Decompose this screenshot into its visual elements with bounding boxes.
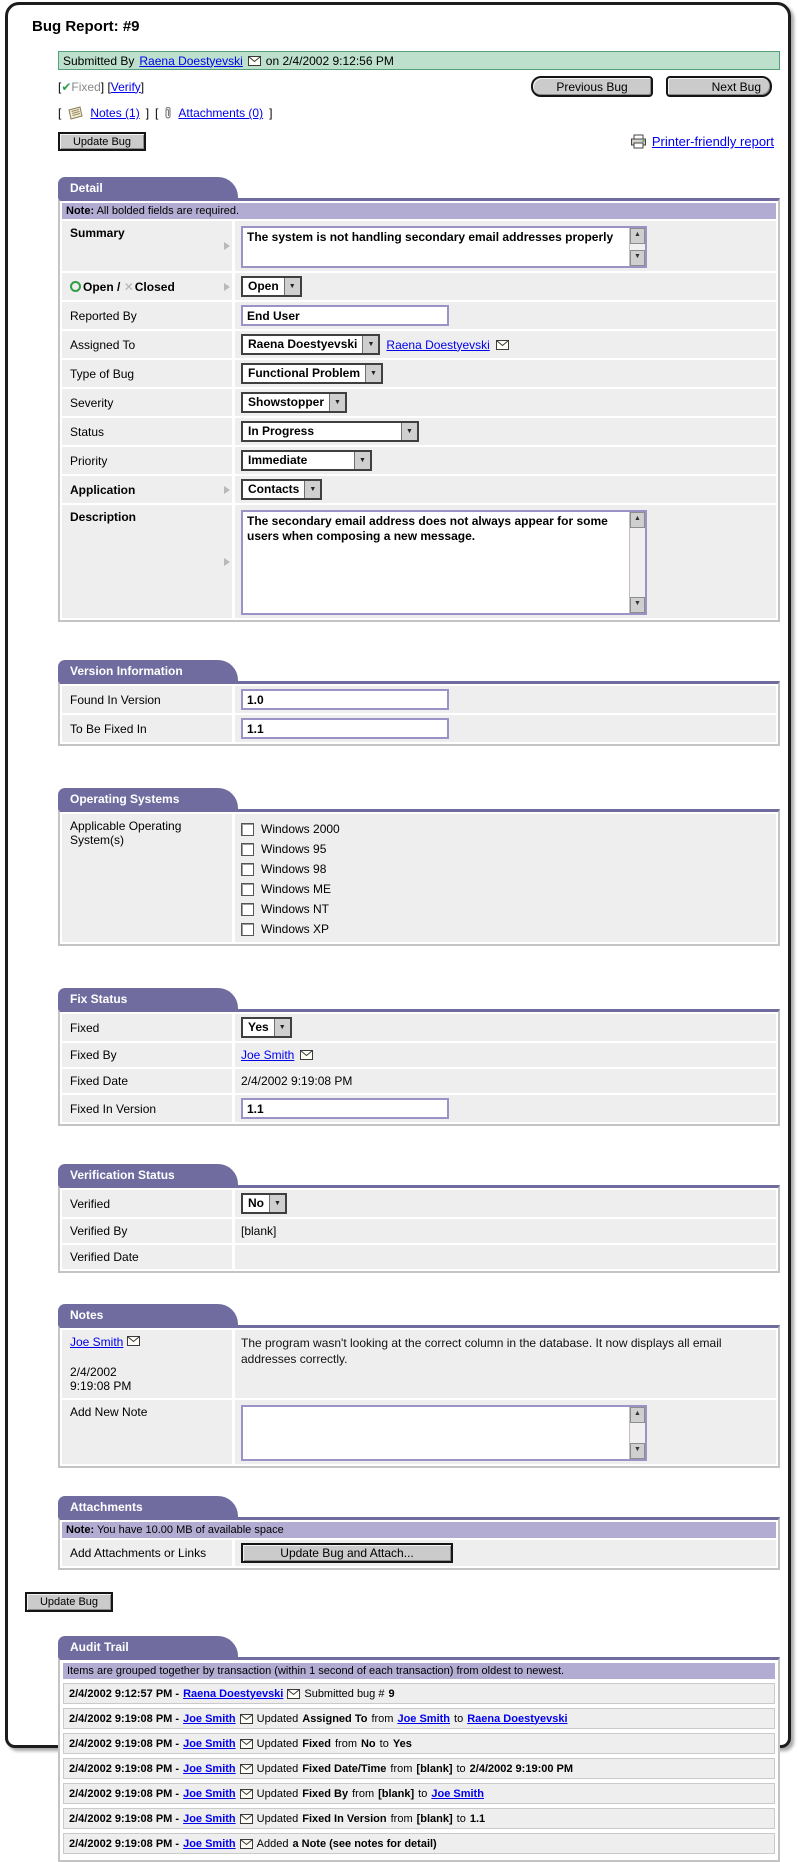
tab-fix-status: Fix Status <box>58 988 238 1009</box>
audit-row <box>63 1683 775 1704</box>
audit-bold-text: Yes <box>392 1737 412 1750</box>
audit-bold-text: 2/4/2002 9:12:57 PM - <box>69 1687 180 1700</box>
audit-bold-text: [blank] <box>378 1787 415 1800</box>
audit-user-link[interactable]: Joe Smith <box>183 1837 236 1850</box>
submitted-bar <box>58 51 780 70</box>
chevron-down-icon: ▼ <box>304 481 320 498</box>
submitted-suffix: on 2/4/2002 9:12:56 PM <box>265 53 394 68</box>
bracket: [ <box>107 79 111 94</box>
summary-textarea[interactable] <box>241 226 647 268</box>
found-in-version-label: Found In Version <box>62 686 232 713</box>
verified-by-label: Verified By <box>62 1219 232 1243</box>
checkbox-windows-me[interactable] <box>241 883 254 896</box>
fixed-tag: Fixed <box>71 79 101 94</box>
summary-label: Summary <box>62 221 232 271</box>
open-closed-select[interactable]: Open ▼ <box>241 276 302 297</box>
scrollbar[interactable] <box>629 1407 645 1459</box>
note-text: All bolded fields are required. <box>96 205 240 217</box>
os-option <box>241 879 770 899</box>
chevron-down-icon: ▼ <box>284 278 300 295</box>
field-row-severity <box>62 389 776 416</box>
audit-text: from <box>390 1762 413 1775</box>
scroll-down-icon[interactable]: ▼ <box>630 1443 645 1459</box>
note-time: 9:19:08 PM <box>70 1379 132 1393</box>
field-row-found-in-version <box>62 686 776 713</box>
note-prefix: Note: <box>66 205 95 217</box>
audit-bold-text: 2/4/2002 9:19:08 PM - <box>69 1737 180 1750</box>
field-row-summary <box>62 221 776 271</box>
bracket: ] <box>140 79 145 94</box>
audit-text: from <box>334 1737 357 1750</box>
audit-text: Submitted bug # <box>304 1687 385 1700</box>
bracket: [ <box>58 106 62 120</box>
audit-text: Updated <box>256 1787 299 1800</box>
bracket: ] <box>100 79 105 94</box>
audit-row <box>63 1808 775 1829</box>
note-text: You have 10.00 MB of available space <box>96 1524 284 1536</box>
os-option <box>241 859 770 879</box>
mail-icon <box>496 340 509 350</box>
version-information-section <box>58 681 780 746</box>
checkbox-windows-98[interactable] <box>241 863 254 876</box>
audit-row <box>63 1733 775 1754</box>
field-row-fixed <box>62 1014 776 1041</box>
mail-icon <box>240 1814 253 1824</box>
field-row-open-closed <box>62 273 776 300</box>
os-option-label: Windows 2000 <box>261 822 340 836</box>
field-row-application <box>62 476 776 503</box>
fixed-date-value: 2/4/2002 9:19:08 PM <box>235 1069 776 1093</box>
audit-bold-text: 2/4/2002 9:19:08 PM - <box>69 1837 180 1850</box>
severity-label: Severity <box>62 389 232 416</box>
description-textarea[interactable] <box>241 510 647 615</box>
audit-row <box>63 1708 775 1729</box>
audit-text: to <box>379 1737 389 1750</box>
field-row-fixed-in-version <box>62 1095 776 1122</box>
notes-attachments-links <box>58 106 780 120</box>
audit-user-link[interactable]: Joe Smith <box>183 1712 236 1725</box>
audit-text: Updated <box>256 1712 299 1725</box>
field-row-priority <box>62 447 776 474</box>
assigned-to-label: Assigned To <box>62 331 232 358</box>
required-arrow-icon <box>224 486 230 494</box>
applicable-os-label: Applicable Operating System(s) <box>62 814 232 942</box>
audit-user-link[interactable]: Joe Smith <box>431 1787 484 1800</box>
tab-operating-systems: Operating Systems <box>58 788 238 809</box>
audit-text: to <box>456 1812 466 1825</box>
audit-text: from <box>371 1712 394 1725</box>
audit-bold-text: [blank] <box>416 1762 453 1775</box>
chevron-down-icon: ▼ <box>362 336 378 353</box>
note-date: 2/4/2002 <box>70 1365 117 1379</box>
fixed-select[interactable]: Yes ▼ <box>241 1017 292 1038</box>
bracket: ] <box>145 106 150 120</box>
checkbox-windows-95[interactable] <box>241 843 254 856</box>
mail-icon <box>240 1789 253 1799</box>
description-text: The secondary email address does not always appear for some users when composing a new message. <box>247 514 608 543</box>
update-bug-button-bottom[interactable]: Update Bug <box>25 1592 113 1612</box>
printer-icon <box>630 134 647 149</box>
scrollbar[interactable] <box>629 228 645 266</box>
audit-bold-text: [blank] <box>416 1812 453 1825</box>
chevron-down-icon: ▼ <box>274 1019 290 1036</box>
os-option-label: Windows NT <box>261 902 330 916</box>
field-row-verified-by <box>62 1219 776 1243</box>
audit-bold-text: 2/4/2002 9:19:00 PM <box>469 1762 574 1775</box>
audit-user-link[interactable]: Raena Doestyevski <box>183 1687 284 1700</box>
required-arrow-icon <box>224 242 230 250</box>
open-closed-label: Open / ✕ Closed <box>62 273 232 300</box>
audit-text: from <box>390 1812 413 1825</box>
audit-text: Added <box>256 1837 289 1850</box>
mail-icon <box>248 56 261 66</box>
os-option <box>241 899 770 919</box>
update-bug-button-top[interactable]: Update Bug <box>58 132 146 151</box>
bracket: [ <box>155 106 159 120</box>
audit-bold-text: Fixed By <box>302 1787 349 1800</box>
audit-bold-text: 2/4/2002 9:19:08 PM - <box>69 1812 180 1825</box>
fixed-label: Fixed <box>62 1014 232 1041</box>
verified-select[interactable]: No ▼ <box>241 1193 287 1214</box>
attachments-section <box>58 1517 780 1570</box>
audit-row <box>63 1833 775 1854</box>
field-row-type-of-bug <box>62 360 776 387</box>
field-row-to-be-fixed-in <box>62 715 776 742</box>
mail-icon <box>240 1739 253 1749</box>
audit-row <box>63 1783 775 1804</box>
verified-date-value <box>235 1245 776 1269</box>
application-label: Application <box>62 476 232 503</box>
chevron-down-icon: ▼ <box>329 394 345 411</box>
audit-user-link[interactable]: Joe Smith <box>183 1737 236 1750</box>
attachments-link[interactable]: Attachments (0) <box>178 106 264 120</box>
os-option <box>241 819 770 839</box>
page-frame <box>5 2 791 1850</box>
audit-text: to <box>418 1787 428 1800</box>
scroll-up-icon[interactable]: ▲ <box>630 512 645 528</box>
update-bug-and-attach-button[interactable]: Update Bug and Attach... <box>241 1543 453 1563</box>
fix-verify-links <box>58 80 144 94</box>
tab-verification-status: Verification Status <box>58 1164 238 1185</box>
add-attachments-label: Add Attachments or Links <box>62 1540 232 1566</box>
tab-attachments: Attachments <box>58 1496 238 1517</box>
previous-bug-button[interactable]: Previous Bug <box>531 76 653 97</box>
audit-bold-text: No <box>360 1737 376 1750</box>
required-arrow-icon <box>224 283 230 291</box>
fix-status-section <box>58 1009 780 1126</box>
mail-icon <box>240 1714 253 1724</box>
severity-select[interactable]: Showstopper ▼ <box>241 392 347 413</box>
field-row-reported-by <box>62 302 776 329</box>
add-new-note-textarea[interactable] <box>241 1405 647 1461</box>
closed-x-icon: ✕ <box>123 279 134 294</box>
note-entry-text: The program wasn't looking at the correct column in the database. It now displays all email addresses correctly. <box>241 1336 722 1367</box>
next-bug-button[interactable]: Next Bug <box>666 76 772 97</box>
mail-icon <box>287 1689 300 1699</box>
audit-text: from <box>352 1787 375 1800</box>
add-new-note-label: Add New Note <box>62 1400 232 1464</box>
audit-user-link[interactable]: Raena Doestyevski <box>467 1712 568 1725</box>
audit-text: to <box>456 1762 466 1775</box>
os-option <box>241 839 770 859</box>
os-option-label: Windows 95 <box>261 842 327 856</box>
verify-link[interactable]: Verify <box>110 79 141 94</box>
to-be-fixed-in-input[interactable] <box>241 718 449 739</box>
detail-note-bar <box>62 203 776 219</box>
add-attachments-row <box>62 1540 776 1566</box>
tab-notes: Notes <box>58 1304 238 1325</box>
os-option-label: Windows XP <box>261 922 330 936</box>
field-row-assigned-to <box>62 331 776 358</box>
audit-bold-text: 9 <box>388 1687 395 1700</box>
os-option <box>241 919 770 939</box>
attachments-note-bar <box>62 1522 776 1538</box>
mail-icon <box>240 1764 253 1774</box>
audit-note-bar: Items are grouped together by transaction (within 1 second of each transaction) from oldest to newest. <box>63 1663 775 1679</box>
scroll-down-icon[interactable]: ▼ <box>630 597 645 613</box>
mail-icon <box>300 1050 313 1060</box>
mail-icon <box>127 1336 140 1346</box>
chevron-down-icon: ▼ <box>365 365 381 382</box>
note-prefix: Note: <box>66 1524 95 1536</box>
add-new-note-row <box>62 1400 776 1464</box>
audit-user-link[interactable]: Joe Smith <box>183 1762 236 1775</box>
paperclip-icon <box>164 106 172 120</box>
priority-label: Priority <box>62 447 232 474</box>
tab-version-information: Version Information <box>58 660 238 681</box>
submitter-link[interactable]: Raena Doestyevski <box>139 53 243 68</box>
field-row-applicable-os <box>62 814 776 942</box>
to-be-fixed-in-label: To Be Fixed In <box>62 715 232 742</box>
audit-text: Updated <box>256 1737 299 1750</box>
note-icon <box>67 106 84 120</box>
assigned-to-user-link[interactable]: Raena Doestyevski <box>386 337 490 352</box>
audit-bold-text: 1.1 <box>469 1812 486 1825</box>
add-new-note-text <box>243 1407 629 1459</box>
note-entry-row <box>62 1330 776 1398</box>
audit-trail-section <box>58 1657 780 1862</box>
application-select[interactable]: Contacts ▼ <box>241 479 322 500</box>
page-title: Bug Report: #9 <box>32 18 140 35</box>
audit-row <box>63 1758 775 1779</box>
fixed-by-user-link[interactable]: Joe Smith <box>241 1048 295 1062</box>
scroll-up-icon[interactable]: ▲ <box>630 228 645 244</box>
type-of-bug-select[interactable]: Functional Problem ▼ <box>241 363 383 384</box>
field-row-status <box>62 418 776 445</box>
notes-section <box>58 1325 780 1468</box>
assigned-to-select[interactable]: Raena Doestyevski ▼ <box>241 334 380 355</box>
field-row-fixed-by <box>62 1043 776 1067</box>
submitted-prefix: Submitted By <box>63 53 135 68</box>
verified-label: Verified <box>62 1190 232 1217</box>
scroll-down-icon[interactable]: ▼ <box>630 250 645 266</box>
status-select[interactable]: In Progress ▼ <box>241 421 419 442</box>
fixed-by-label: Fixed By <box>62 1043 232 1067</box>
open-circle-icon <box>70 281 81 292</box>
summary-text: The system is not handling secondary email addresses properly <box>247 230 614 244</box>
audit-text: to <box>454 1712 464 1725</box>
chevron-down-icon: ▼ <box>401 423 417 440</box>
tab-detail: Detail <box>58 177 238 198</box>
audit-bold-text: 2/4/2002 9:19:08 PM - <box>69 1787 180 1800</box>
audit-user-link[interactable]: Joe Smith <box>183 1787 236 1800</box>
note-author-link[interactable]: Joe Smith <box>70 1335 124 1349</box>
chevron-down-icon: ▼ <box>354 452 370 469</box>
checkbox-windows-2000[interactable] <box>241 823 254 836</box>
reported-by-input[interactable] <box>241 305 449 326</box>
mail-icon <box>240 1839 253 1849</box>
tab-audit-trail: Audit Trail <box>58 1636 238 1657</box>
found-in-version-input[interactable] <box>241 689 449 710</box>
status-label: Status <box>62 418 232 445</box>
operating-systems-section <box>58 809 780 946</box>
audit-bold-text: 2/4/2002 9:19:08 PM - <box>69 1712 180 1725</box>
audit-bold-text: a Note (see notes for detail) <box>292 1837 437 1850</box>
bracket: ] <box>269 106 273 120</box>
fixed-in-version-label: Fixed In Version <box>62 1095 232 1122</box>
fixed-in-version-input[interactable] <box>241 1098 449 1119</box>
audit-bold-text: Fixed In Version <box>302 1812 387 1825</box>
checkbox-windows-nt[interactable] <box>241 903 254 916</box>
field-row-description <box>62 505 776 618</box>
audit-user-link[interactable]: Joe Smith <box>397 1712 451 1725</box>
verification-status-section <box>58 1185 780 1273</box>
description-label: Description <box>62 505 232 618</box>
reported-by-label: Reported By <box>62 302 232 329</box>
field-row-verified-date <box>62 1245 776 1269</box>
type-of-bug-label: Type of Bug <box>62 360 232 387</box>
audit-bold-text: Fixed Date/Time <box>302 1762 387 1775</box>
checkbox-windows-xp[interactable] <box>241 923 254 936</box>
chevron-down-icon: ▼ <box>269 1195 285 1212</box>
required-arrow-icon <box>224 558 230 566</box>
verified-by-value: [blank] <box>235 1219 776 1243</box>
fixed-date-label: Fixed Date <box>62 1069 232 1093</box>
note-entry-meta <box>62 1330 232 1398</box>
notes-link[interactable]: Notes (1) <box>90 106 140 120</box>
field-row-fixed-date <box>62 1069 776 1093</box>
printer-friendly-link[interactable]: Printer-friendly report <box>651 134 774 149</box>
audit-bold-text: Fixed <box>302 1737 331 1750</box>
audit-bold-text: Assigned To <box>302 1712 368 1725</box>
scrollbar[interactable] <box>629 512 645 613</box>
detail-section <box>58 198 780 622</box>
field-row-verified <box>62 1190 776 1217</box>
os-option-label: Windows 98 <box>261 862 327 876</box>
audit-text: Updated <box>256 1812 299 1825</box>
scroll-up-icon[interactable]: ▲ <box>630 1407 645 1423</box>
bracket: [ <box>58 79 62 94</box>
audit-text: Updated <box>256 1762 299 1775</box>
os-option-label: Windows ME <box>261 882 332 896</box>
audit-user-link[interactable]: Joe Smith <box>183 1812 236 1825</box>
priority-select[interactable]: Immediate ▼ <box>241 450 372 471</box>
audit-bold-text: 2/4/2002 9:19:08 PM - <box>69 1762 180 1775</box>
audit-rows <box>62 1683 776 1854</box>
check-icon: ✔ <box>61 79 72 94</box>
verified-date-label: Verified Date <box>62 1245 232 1269</box>
